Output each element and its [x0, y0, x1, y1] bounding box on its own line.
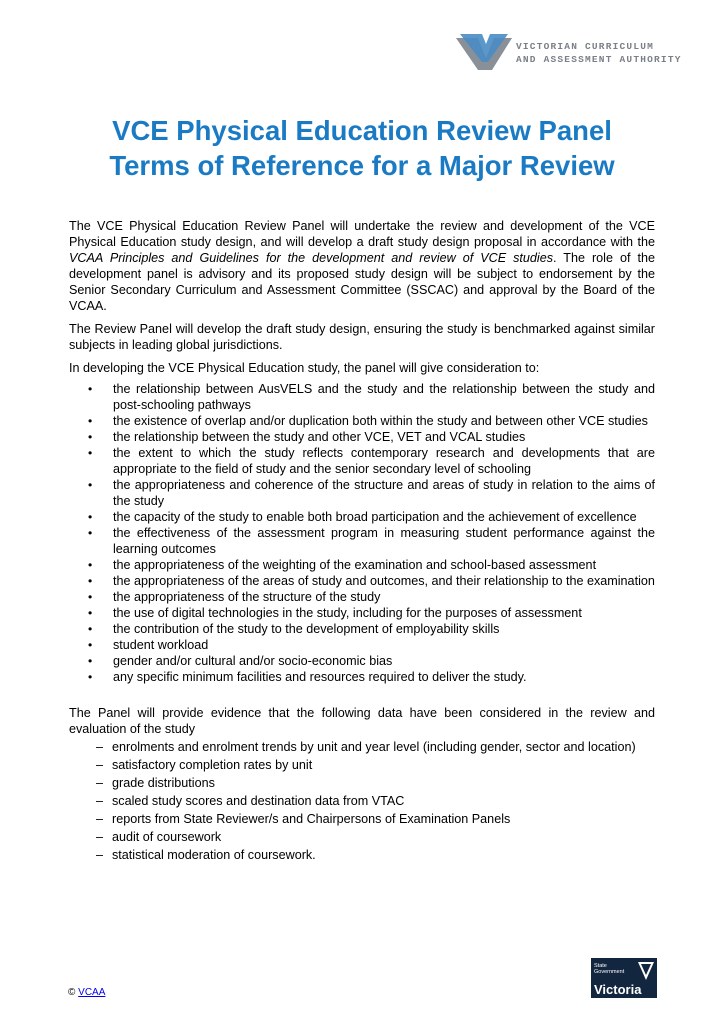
guidelines-title: VCAA Principles and Guidelines for the development and review of VCE studies	[69, 251, 553, 265]
evidence-item: – reports from State Reviewer/s and Chairpersons of Examination Panels	[69, 811, 655, 827]
victoria-triangle-icon	[638, 962, 654, 980]
consideration-item: • the extent to which the study reflects contemporary research and developments that are appropriate to the field of study and the senior secondary level of schooling	[69, 445, 655, 477]
evidence-item: – enrolments and enrolment trends by unit and year level (including gender, sector and location)	[69, 739, 655, 755]
considerations-list	[69, 381, 655, 685]
vic-logo-government: Government	[594, 969, 625, 975]
evidence-item: – grade distributions	[69, 775, 655, 791]
consideration-item: • any specific minimum facilities and resources required to deliver the study.	[69, 669, 655, 685]
copyright-symbol: ©	[68, 987, 76, 998]
title-line-1: VCE Physical Education Review Panel	[112, 115, 612, 146]
consideration-item: • the appropriateness of the areas of study and outcomes, and their relationship to the examination	[69, 573, 655, 589]
consideration-item: • the existence of overlap and/or duplication both within the study and between other VCE studies	[69, 413, 655, 429]
consideration-item: • the appropriateness of the structure of the study	[69, 589, 655, 605]
evidence-item: – statistical moderation of coursework.	[69, 847, 655, 863]
vcaa-logo-text	[516, 40, 682, 66]
vic-logo-state: State	[594, 963, 607, 969]
considerations-intro: In developing the VCE Physical Education study, the panel will give consideration to:	[69, 361, 540, 375]
vcaa-logo	[456, 30, 682, 76]
consideration-item: • student workload	[69, 637, 655, 653]
title-line-2: Terms of Reference for a Major Review	[109, 150, 615, 181]
consideration-item: • the use of digital technologies in the study, including for the purposes of assessment	[69, 605, 655, 621]
consideration-item: • gender and/or cultural and/or socio-economic bias	[69, 653, 655, 669]
evidence-item: – scaled study scores and destination data from VTAC	[69, 793, 655, 809]
consideration-item: • the relationship between AusVELS and the study and the relationship between the study and post-schooling pathways	[69, 381, 655, 413]
consideration-item: • the effectiveness of the assessment program in measuring student performance against the learning outcomes	[69, 525, 655, 557]
vcaa-v-mark-icon	[456, 32, 516, 72]
consideration-item: • the capacity of the study to enable both broad participation and the achievement of excellence	[69, 509, 655, 525]
consideration-item: • the relationship between the study and other VCE, VET and VCAL studies	[69, 429, 655, 445]
logo-line-1: VICTORIAN CURRICULUM	[516, 41, 655, 52]
document-body	[69, 218, 655, 865]
evidence-item: – audit of coursework	[69, 829, 655, 845]
consideration-item: • the contribution of the study to the development of employability skills	[69, 621, 655, 637]
footer	[68, 987, 105, 998]
page-title	[60, 113, 664, 183]
logo-line-2: AND ASSESSMENT AUTHORITY	[516, 54, 682, 65]
evidence-item: – satisfactory completion rates by unit	[69, 757, 655, 773]
evidence-list	[69, 739, 655, 863]
vcaa-link[interactable]: VCAA	[78, 987, 106, 998]
evidence-intro: The Panel will provide evidence that the following data have been considered in the review and evaluation of the study	[69, 706, 655, 736]
benchmark-paragraph: The Review Panel will develop the draft study design, ensuring the study is benchmarked against similar subjects in leading global jurisdictions.	[69, 322, 655, 352]
vic-logo-victoria: Victoria	[594, 982, 642, 997]
intro-text-1: The VCE Physical Education Review Panel will undertake the review and development of the VCE Physical Education study design, and will develop a draft study design proposal in accordance with the	[69, 219, 655, 249]
vic-logo-small-text	[594, 963, 624, 975]
intro-paragraph	[69, 218, 655, 314]
consideration-item: • the appropriateness of the weighting of the examination and school-based assessment	[69, 557, 655, 573]
intro-text-2: . The role of the development panel is advisory and its proposed study design will be subject to endorsement by the Senior Secondary Curriculum and Assessment Committee (SSCAC) and approval by the Board of the VCAA.	[69, 251, 655, 313]
victoria-government-logo	[591, 958, 657, 998]
consideration-item: • the appropriateness and coherence of the structure and areas of study in relation to the aims of the study	[69, 477, 655, 509]
